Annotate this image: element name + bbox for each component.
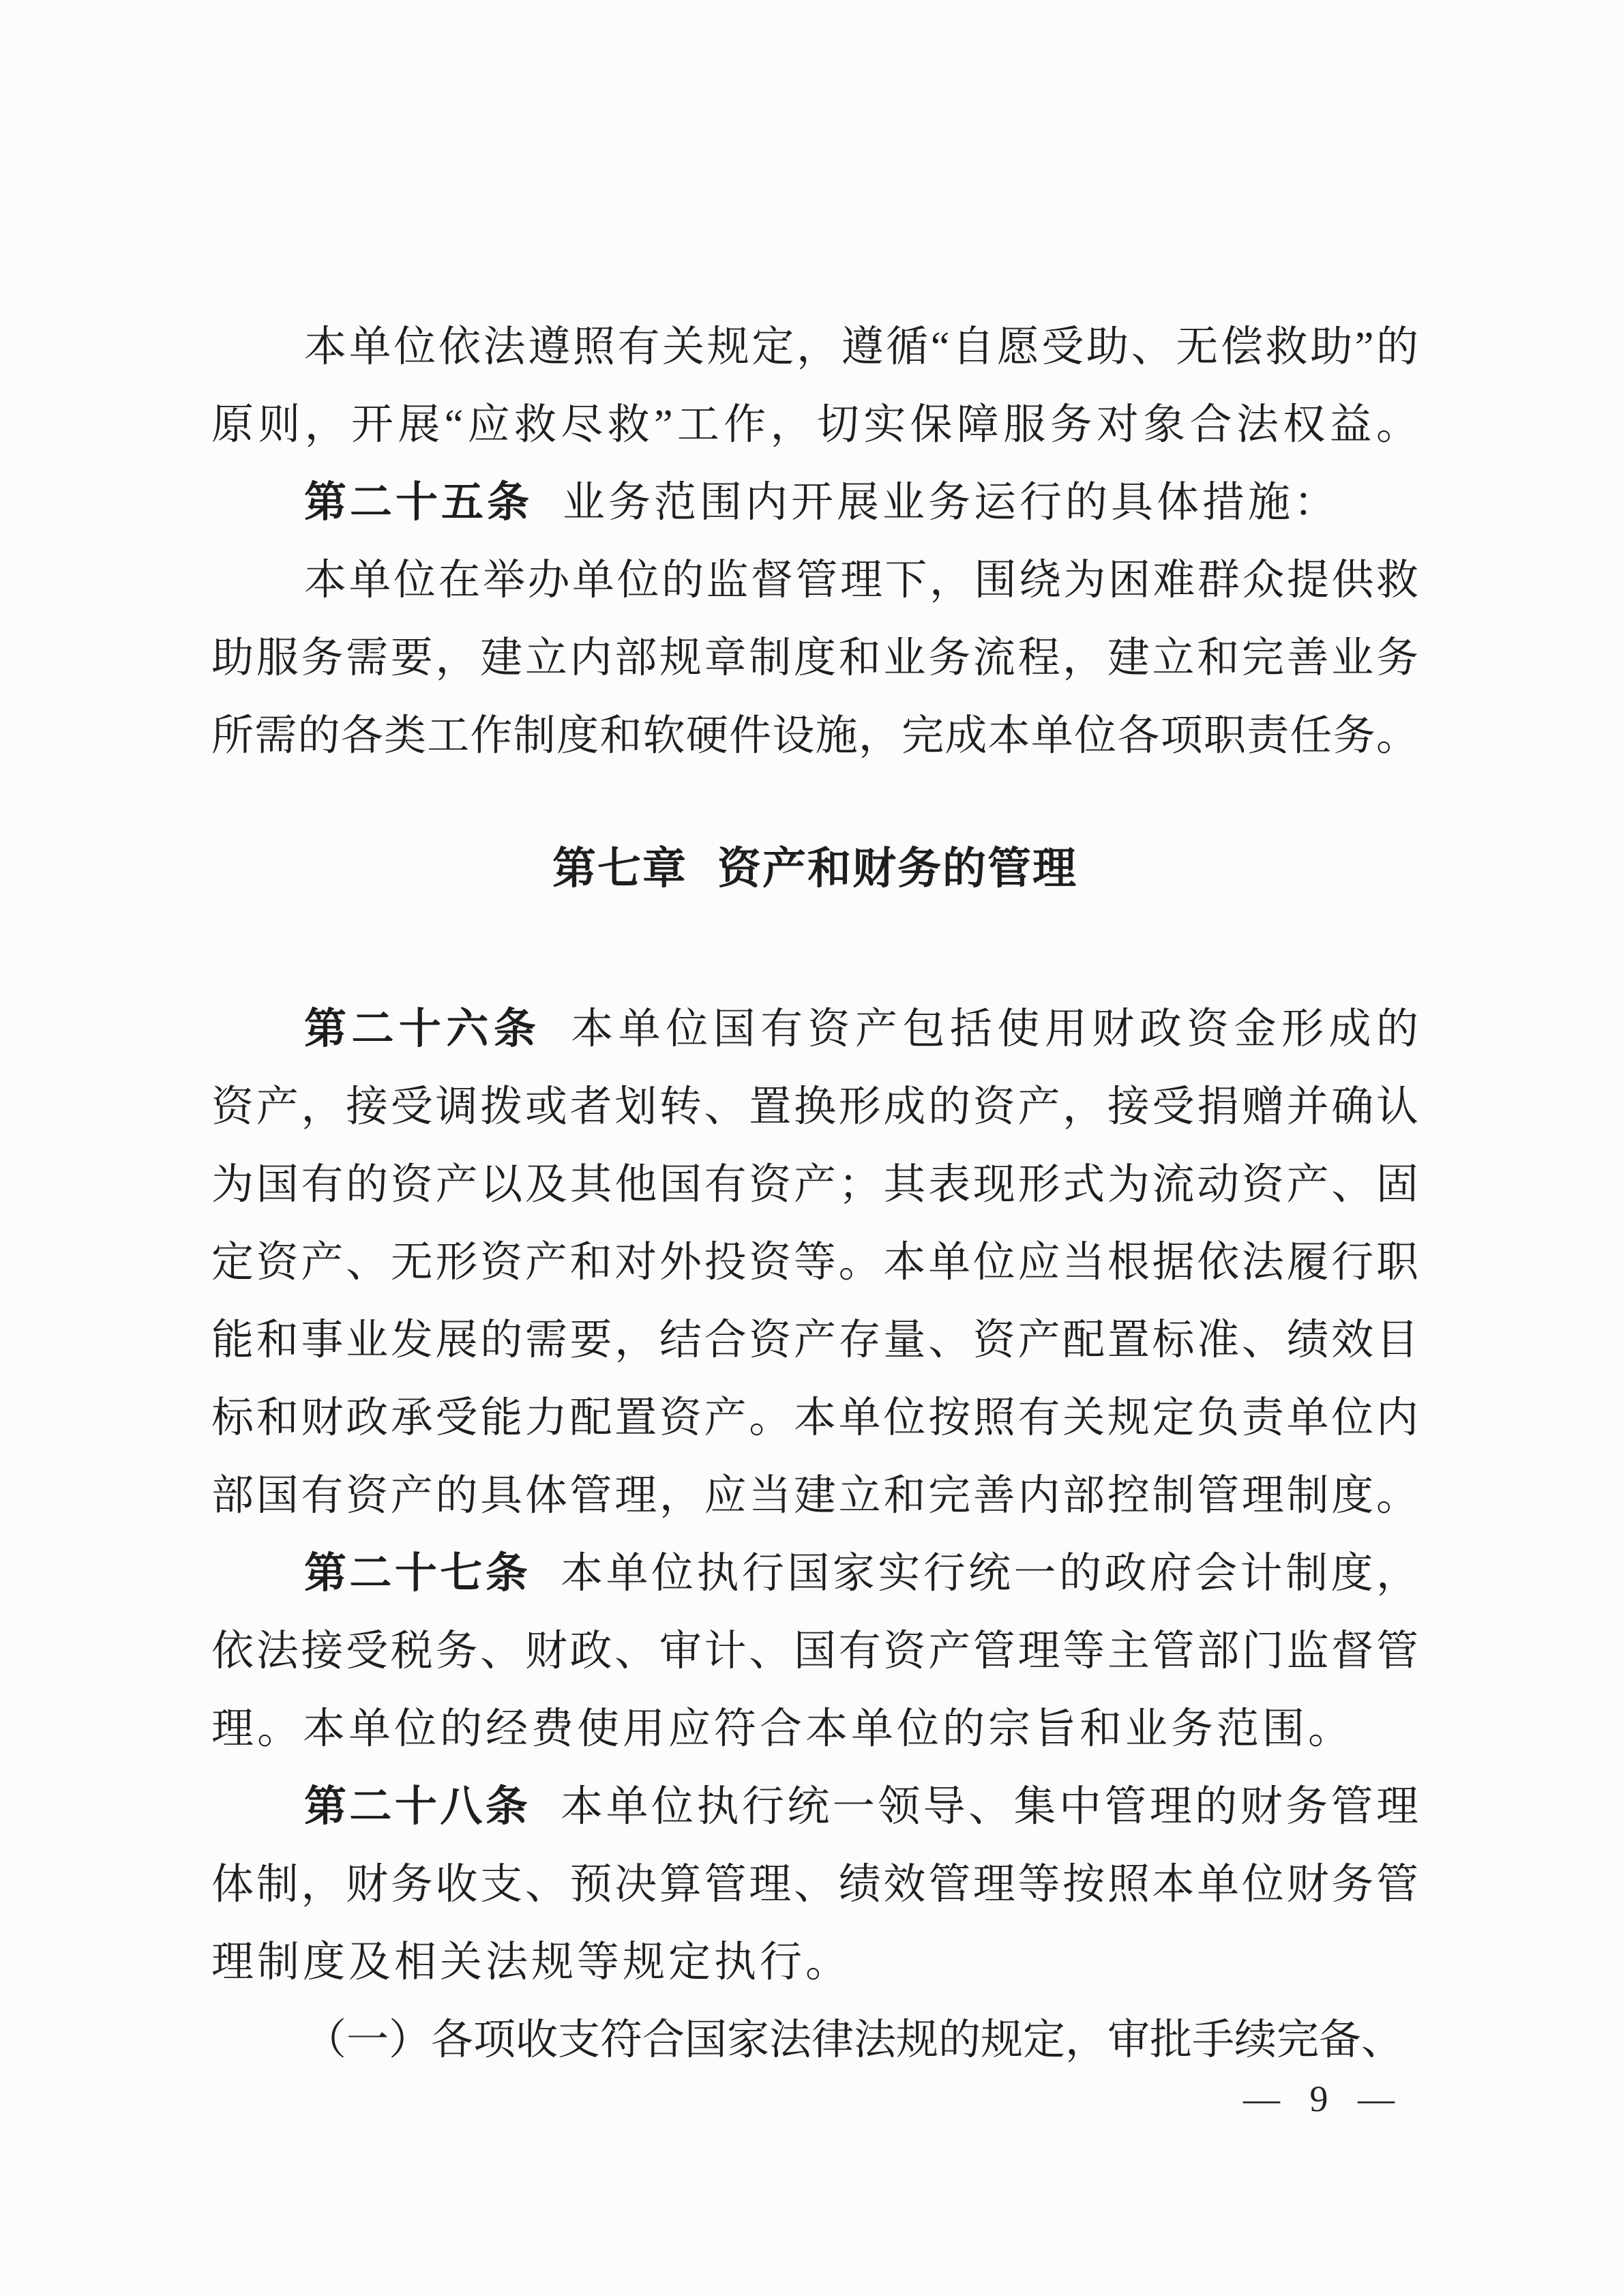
text-line	[211, 1690, 1418, 1768]
text-line	[211, 1146, 1418, 1224]
line-text: 资产，接受调拨或者划转、置换形成的资产，接受捐赠并确认	[211, 1084, 1418, 1130]
article-lead-line	[211, 1768, 1418, 1846]
text-line	[211, 1379, 1418, 1457]
line-text: 部国有资产的具体管理，应当建立和完善内部控制管理制度。	[211, 1473, 1418, 1519]
chapter-heading	[211, 829, 1418, 907]
article-lead-line	[211, 990, 1418, 1068]
article-number: 第七章	[552, 844, 687, 893]
line-text: 本单位依法遵照有关规定，遵循“自愿受助、无偿救助”的	[304, 324, 1418, 370]
text-line	[211, 1301, 1418, 1379]
text-block	[211, 0, 1418, 2079]
article-number: 第二十八条	[304, 1783, 531, 1830]
line-text: 为国有的资产以及其他国有资产；其表现形式为流动资产、固	[211, 1162, 1418, 1208]
text-line	[211, 1457, 1418, 1535]
article-number: 第二十五条	[304, 479, 533, 526]
line-text: 体制，财务收支、预决算管理、绩效管理等按照本单位财务管	[211, 1861, 1418, 1908]
line-text: 定资产、无形资产和对外投资等。本单位应当根据依法履行职	[211, 1239, 1418, 1286]
article-lead-line	[211, 1535, 1418, 1613]
line-text: 能和事业发展的需要，结合资产存量、资产配置标准、绩效目	[211, 1317, 1418, 1364]
article-number: 第二十六条	[304, 1005, 541, 1053]
text-line	[211, 386, 1418, 464]
line-text: 助服务需要，建立内部规章制度和业务流程，建立和完善业务	[211, 635, 1418, 681]
text-line	[211, 697, 1418, 775]
article-number: 资产和财务的管理	[717, 844, 1077, 893]
text-line	[211, 1224, 1418, 1301]
line-text: （一）各项收支符合国家法律法规的规定，审批手续完备、	[304, 2017, 1404, 2063]
text-line	[211, 2001, 1418, 2079]
text-line	[211, 308, 1418, 386]
text-line	[211, 1068, 1418, 1146]
line-text: 理制度及相关法规等规定执行。	[211, 1939, 852, 1986]
text-line	[211, 1846, 1418, 1924]
line-text: 理。本单位的经费使用应符合本单位的宗旨和业务范围。	[211, 1706, 1354, 1752]
page-number: — 9 —	[1243, 2078, 1396, 2119]
line-text: 业务范围内开展业务运行的具体措施：	[563, 480, 1340, 526]
text-line	[211, 1924, 1418, 2001]
article-lead-line	[211, 464, 1418, 542]
line-text: 本单位国有资产包括使用财政资金形成的	[571, 1006, 1418, 1053]
line-text: 依法接受税务、财政、审计、国有资产管理等主管部门监督管	[211, 1628, 1418, 1675]
text-line	[211, 542, 1418, 619]
line-text: 本单位在举办单位的监督管理下，围绕为困难群众提供救	[304, 557, 1418, 604]
line-text: 所需的各类工作制度和软硬件设施，完成本单位各项职责任务。	[211, 713, 1418, 759]
article-number: 第二十七条	[304, 1550, 531, 1597]
text-line	[211, 1613, 1418, 1690]
line-text: 本单位执行统一领导、集中管理的财务管理	[561, 1784, 1418, 1830]
line-text: 本单位执行国家实行统一的政府会计制度，	[561, 1550, 1418, 1597]
line-text: 标和财政承受能力配置资产。本单位按照有关规定负责单位内	[211, 1395, 1418, 1441]
line-text: 原则，开展“应救尽救”工作，切实保障服务对象合法权益。	[211, 402, 1418, 448]
text-line	[211, 619, 1418, 697]
